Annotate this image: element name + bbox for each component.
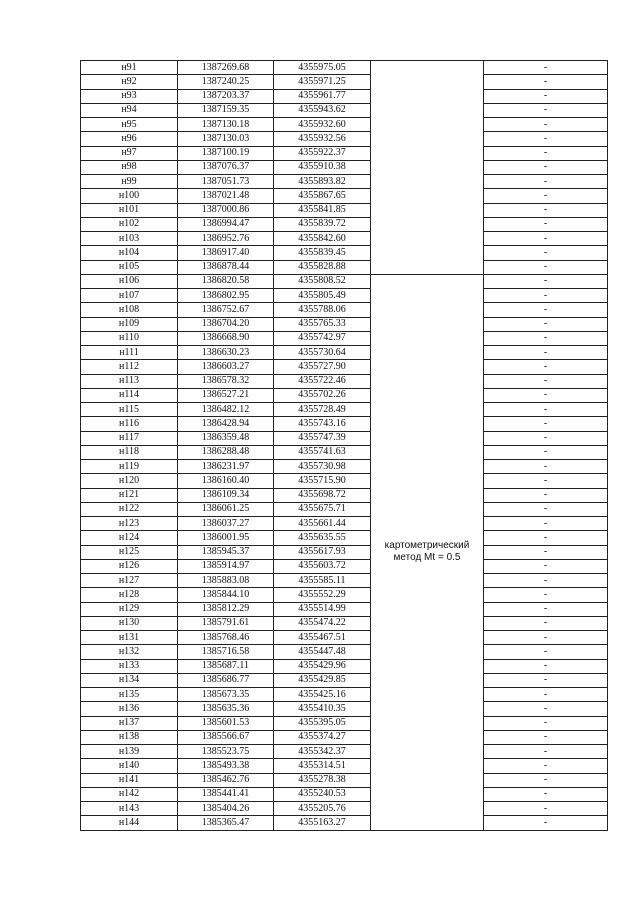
- table-row: [81, 417, 608, 431]
- y-coordinate-cell: 4355429.96: [274, 659, 371, 673]
- table-row: [81, 303, 608, 317]
- note-cell: -: [484, 260, 608, 274]
- point-name-cell: н110: [81, 331, 178, 345]
- y-coordinate-cell: 4355975.05: [274, 61, 371, 75]
- x-coordinate-cell: 1386752.67: [178, 303, 274, 317]
- x-coordinate-cell: 1387000.86: [178, 203, 274, 217]
- coordinates-table-body: [81, 61, 608, 831]
- note-cell: -: [484, 816, 608, 830]
- method-blank-cell: [371, 61, 484, 275]
- table-row: [81, 189, 608, 203]
- point-name-cell: н107: [81, 289, 178, 303]
- x-coordinate-cell: 1386704.20: [178, 317, 274, 331]
- point-name-cell: н128: [81, 588, 178, 602]
- point-name-cell: н123: [81, 517, 178, 531]
- point-name-cell: н124: [81, 531, 178, 545]
- y-coordinate-cell: 4355474.22: [274, 616, 371, 630]
- note-cell: -: [484, 802, 608, 816]
- note-cell: -: [484, 502, 608, 516]
- point-name-cell: н118: [81, 445, 178, 459]
- point-name-cell: н130: [81, 616, 178, 630]
- x-coordinate-cell: 1385768.46: [178, 631, 274, 645]
- table-row: [81, 730, 608, 744]
- table-row: [81, 374, 608, 388]
- y-coordinate-cell: 4355447.48: [274, 645, 371, 659]
- note-cell: -: [484, 89, 608, 103]
- x-coordinate-cell: 1387240.25: [178, 75, 274, 89]
- note-cell: -: [484, 531, 608, 545]
- note-cell: -: [484, 745, 608, 759]
- method-name: картометрический: [384, 540, 470, 552]
- y-coordinate-cell: 4355342.37: [274, 745, 371, 759]
- table-row: [81, 545, 608, 559]
- point-name-cell: н139: [81, 745, 178, 759]
- table-row: [81, 574, 608, 588]
- table-row: [81, 502, 608, 516]
- point-name-cell: н91: [81, 61, 178, 75]
- point-name-cell: н116: [81, 417, 178, 431]
- y-coordinate-cell: 4355722.46: [274, 374, 371, 388]
- y-coordinate-cell: 4355842.60: [274, 232, 371, 246]
- point-name-cell: н142: [81, 787, 178, 801]
- y-coordinate-cell: 4355730.98: [274, 460, 371, 474]
- point-name-cell: н109: [81, 317, 178, 331]
- y-coordinate-cell: 4355429.85: [274, 673, 371, 687]
- point-name-cell: н115: [81, 403, 178, 417]
- table-row: [81, 346, 608, 360]
- note-cell: -: [484, 730, 608, 744]
- x-coordinate-cell: 1386878.44: [178, 260, 274, 274]
- table-row: [81, 246, 608, 260]
- note-cell: -: [484, 317, 608, 331]
- point-name-cell: н104: [81, 246, 178, 260]
- coordinates-table: [80, 60, 608, 831]
- y-coordinate-cell: 4355742.97: [274, 331, 371, 345]
- y-coordinate-cell: 4355205.76: [274, 802, 371, 816]
- note-cell: -: [484, 602, 608, 616]
- x-coordinate-cell: 1386917.40: [178, 246, 274, 260]
- table-row: [81, 403, 608, 417]
- note-cell: -: [484, 517, 608, 531]
- point-name-cell: н95: [81, 118, 178, 132]
- y-coordinate-cell: 4355839.72: [274, 217, 371, 231]
- point-name-cell: н131: [81, 631, 178, 645]
- table-row: [81, 160, 608, 174]
- x-coordinate-cell: 1386288.48: [178, 445, 274, 459]
- point-name-cell: н92: [81, 75, 178, 89]
- note-cell: -: [484, 103, 608, 117]
- y-coordinate-cell: 4355730.64: [274, 346, 371, 360]
- x-coordinate-cell: 1387076.37: [178, 160, 274, 174]
- y-coordinate-cell: 4355839.45: [274, 246, 371, 260]
- point-name-cell: н114: [81, 388, 178, 402]
- x-coordinate-cell: 1386630.23: [178, 346, 274, 360]
- x-coordinate-cell: 1385404.26: [178, 802, 274, 816]
- table-row: [81, 631, 608, 645]
- note-cell: -: [484, 217, 608, 231]
- y-coordinate-cell: 4355617.93: [274, 545, 371, 559]
- table-row: [81, 531, 608, 545]
- point-name-cell: н96: [81, 132, 178, 146]
- point-name-cell: н126: [81, 559, 178, 573]
- point-name-cell: н108: [81, 303, 178, 317]
- note-cell: -: [484, 388, 608, 402]
- table-row: [81, 61, 608, 75]
- x-coordinate-cell: 1387130.03: [178, 132, 274, 146]
- table-row: [81, 773, 608, 787]
- point-name-cell: н121: [81, 488, 178, 502]
- note-cell: -: [484, 289, 608, 303]
- table-row: [81, 260, 608, 274]
- table-row: [81, 517, 608, 531]
- note-cell: -: [484, 431, 608, 445]
- y-coordinate-cell: 4355410.35: [274, 702, 371, 716]
- y-coordinate-cell: 4355808.52: [274, 274, 371, 288]
- x-coordinate-cell: 1386527.21: [178, 388, 274, 402]
- point-name-cell: н102: [81, 217, 178, 231]
- table-row: [81, 217, 608, 231]
- x-coordinate-cell: 1387051.73: [178, 175, 274, 189]
- y-coordinate-cell: 4355961.77: [274, 89, 371, 103]
- table-row: [81, 802, 608, 816]
- y-coordinate-cell: 4355743.16: [274, 417, 371, 431]
- method-accuracy: метод Mt = 0.5: [393, 552, 461, 564]
- y-coordinate-cell: 4355675.71: [274, 502, 371, 516]
- x-coordinate-cell: 1386482.12: [178, 403, 274, 417]
- point-name-cell: н134: [81, 673, 178, 687]
- y-coordinate-cell: 4355727.90: [274, 360, 371, 374]
- x-coordinate-cell: 1385635.36: [178, 702, 274, 716]
- x-coordinate-cell: 1385566.67: [178, 730, 274, 744]
- note-cell: -: [484, 75, 608, 89]
- table-row: [81, 702, 608, 716]
- point-name-cell: н140: [81, 759, 178, 773]
- y-coordinate-cell: 4355514.99: [274, 602, 371, 616]
- table-row: [81, 118, 608, 132]
- y-coordinate-cell: 4355805.49: [274, 289, 371, 303]
- point-name-cell: н97: [81, 146, 178, 160]
- table-row: [81, 745, 608, 759]
- x-coordinate-cell: 1386037.27: [178, 517, 274, 531]
- y-coordinate-cell: 4355585.11: [274, 574, 371, 588]
- y-coordinate-cell: 4355661.44: [274, 517, 371, 531]
- y-coordinate-cell: 4355747.39: [274, 431, 371, 445]
- table-row: [81, 232, 608, 246]
- point-name-cell: н125: [81, 545, 178, 559]
- point-name-cell: н105: [81, 260, 178, 274]
- table-row: [81, 602, 608, 616]
- table-row: [81, 445, 608, 459]
- note-cell: -: [484, 346, 608, 360]
- note-cell: -: [484, 175, 608, 189]
- table-row: [81, 559, 608, 573]
- x-coordinate-cell: 1387159.35: [178, 103, 274, 117]
- x-coordinate-cell: 1386231.97: [178, 460, 274, 474]
- x-coordinate-cell: 1386001.95: [178, 531, 274, 545]
- y-coordinate-cell: 4355788.06: [274, 303, 371, 317]
- y-coordinate-cell: 4355765.33: [274, 317, 371, 331]
- x-coordinate-cell: 1386994.47: [178, 217, 274, 231]
- note-cell: -: [484, 787, 608, 801]
- note-cell: -: [484, 673, 608, 687]
- y-coordinate-cell: 4355910.38: [274, 160, 371, 174]
- y-coordinate-cell: 4355932.56: [274, 132, 371, 146]
- point-name-cell: н143: [81, 802, 178, 816]
- point-name-cell: н103: [81, 232, 178, 246]
- point-name-cell: н133: [81, 659, 178, 673]
- table-row: [81, 431, 608, 445]
- note-cell: -: [484, 417, 608, 431]
- x-coordinate-cell: 1385462.76: [178, 773, 274, 787]
- point-name-cell: н119: [81, 460, 178, 474]
- point-name-cell: н132: [81, 645, 178, 659]
- x-coordinate-cell: 1386359.48: [178, 431, 274, 445]
- y-coordinate-cell: 4355240.53: [274, 787, 371, 801]
- y-coordinate-cell: 4355715.90: [274, 474, 371, 488]
- table-row: [81, 688, 608, 702]
- table-row: [81, 175, 608, 189]
- note-cell: -: [484, 616, 608, 630]
- table-row: [81, 588, 608, 602]
- point-name-cell: н135: [81, 688, 178, 702]
- point-name-cell: н129: [81, 602, 178, 616]
- table-row: [81, 488, 608, 502]
- table-row: [81, 75, 608, 89]
- x-coordinate-cell: 1386668.90: [178, 331, 274, 345]
- note-cell: -: [484, 659, 608, 673]
- x-coordinate-cell: 1385716.58: [178, 645, 274, 659]
- note-cell: -: [484, 545, 608, 559]
- point-name-cell: н101: [81, 203, 178, 217]
- note-cell: -: [484, 460, 608, 474]
- note-cell: -: [484, 588, 608, 602]
- table-row: [81, 388, 608, 402]
- note-cell: -: [484, 246, 608, 260]
- point-name-cell: н137: [81, 716, 178, 730]
- x-coordinate-cell: 1385523.75: [178, 745, 274, 759]
- y-coordinate-cell: 4355867.65: [274, 189, 371, 203]
- point-name-cell: н106: [81, 274, 178, 288]
- note-cell: -: [484, 631, 608, 645]
- x-coordinate-cell: 1386109.34: [178, 488, 274, 502]
- y-coordinate-cell: 4355374.27: [274, 730, 371, 744]
- y-coordinate-cell: 4355828.88: [274, 260, 371, 274]
- x-coordinate-cell: 1385601.53: [178, 716, 274, 730]
- x-coordinate-cell: 1385812.29: [178, 602, 274, 616]
- table-row: [81, 787, 608, 801]
- y-coordinate-cell: 4355278.38: [274, 773, 371, 787]
- y-coordinate-cell: 4355702.26: [274, 388, 371, 402]
- point-name-cell: н98: [81, 160, 178, 174]
- table-row: [81, 89, 608, 103]
- y-coordinate-cell: 4355603.72: [274, 559, 371, 573]
- y-coordinate-cell: 4355635.55: [274, 531, 371, 545]
- point-name-cell: н136: [81, 702, 178, 716]
- note-cell: -: [484, 488, 608, 502]
- note-cell: -: [484, 203, 608, 217]
- table-row: [81, 474, 608, 488]
- x-coordinate-cell: 1386952.76: [178, 232, 274, 246]
- note-cell: -: [484, 61, 608, 75]
- table-row: [81, 616, 608, 630]
- table-row: [81, 645, 608, 659]
- point-name-cell: н138: [81, 730, 178, 744]
- point-name-cell: н144: [81, 816, 178, 830]
- table-row: [81, 331, 608, 345]
- point-name-cell: н111: [81, 346, 178, 360]
- note-cell: -: [484, 160, 608, 174]
- note-cell: -: [484, 702, 608, 716]
- point-name-cell: н112: [81, 360, 178, 374]
- x-coordinate-cell: 1386061.25: [178, 502, 274, 516]
- x-coordinate-cell: 1385673.35: [178, 688, 274, 702]
- y-coordinate-cell: 4355728.49: [274, 403, 371, 417]
- point-name-cell: н127: [81, 574, 178, 588]
- y-coordinate-cell: 4355467.51: [274, 631, 371, 645]
- x-coordinate-cell: 1385883.08: [178, 574, 274, 588]
- x-coordinate-cell: 1385687.11: [178, 659, 274, 673]
- note-cell: -: [484, 559, 608, 573]
- table-row: [81, 317, 608, 331]
- x-coordinate-cell: 1385686.77: [178, 673, 274, 687]
- note-cell: -: [484, 360, 608, 374]
- note-cell: -: [484, 574, 608, 588]
- y-coordinate-cell: 4355893.82: [274, 175, 371, 189]
- y-coordinate-cell: 4355741.63: [274, 445, 371, 459]
- note-cell: -: [484, 132, 608, 146]
- y-coordinate-cell: 4355552.29: [274, 588, 371, 602]
- y-coordinate-cell: 4355932.60: [274, 118, 371, 132]
- table-row: [81, 289, 608, 303]
- y-coordinate-cell: 4355971.25: [274, 75, 371, 89]
- note-cell: -: [484, 474, 608, 488]
- x-coordinate-cell: 1385914.97: [178, 559, 274, 573]
- note-cell: -: [484, 645, 608, 659]
- note-cell: -: [484, 403, 608, 417]
- x-coordinate-cell: 1387021.48: [178, 189, 274, 203]
- table-row: [81, 274, 608, 288]
- x-coordinate-cell: 1385945.37: [178, 545, 274, 559]
- note-cell: -: [484, 759, 608, 773]
- y-coordinate-cell: 4355395.05: [274, 716, 371, 730]
- y-coordinate-cell: 4355314.51: [274, 759, 371, 773]
- table-row: [81, 460, 608, 474]
- y-coordinate-cell: 4355425.16: [274, 688, 371, 702]
- y-coordinate-cell: 4355841.85: [274, 203, 371, 217]
- x-coordinate-cell: 1385493.38: [178, 759, 274, 773]
- point-name-cell: н117: [81, 431, 178, 445]
- point-name-cell: н120: [81, 474, 178, 488]
- x-coordinate-cell: 1385441.41: [178, 787, 274, 801]
- note-cell: -: [484, 374, 608, 388]
- point-name-cell: н94: [81, 103, 178, 117]
- note-cell: -: [484, 274, 608, 288]
- point-name-cell: н141: [81, 773, 178, 787]
- note-cell: -: [484, 232, 608, 246]
- x-coordinate-cell: 1387269.68: [178, 61, 274, 75]
- x-coordinate-cell: 1385791.61: [178, 616, 274, 630]
- x-coordinate-cell: 1387100.19: [178, 146, 274, 160]
- note-cell: -: [484, 773, 608, 787]
- note-cell: -: [484, 331, 608, 345]
- table-row: [81, 146, 608, 160]
- x-coordinate-cell: 1387130.18: [178, 118, 274, 132]
- x-coordinate-cell: 1386802.95: [178, 289, 274, 303]
- method-cell: [371, 274, 484, 830]
- table-row: [81, 816, 608, 830]
- table-row: [81, 673, 608, 687]
- note-cell: -: [484, 445, 608, 459]
- point-name-cell: н113: [81, 374, 178, 388]
- table-row: [81, 103, 608, 117]
- table-row: [81, 360, 608, 374]
- note-cell: -: [484, 118, 608, 132]
- x-coordinate-cell: 1385365.47: [178, 816, 274, 830]
- table-row: [81, 659, 608, 673]
- y-coordinate-cell: 4355698.72: [274, 488, 371, 502]
- note-cell: -: [484, 688, 608, 702]
- table-row: [81, 132, 608, 146]
- note-cell: -: [484, 146, 608, 160]
- note-cell: -: [484, 716, 608, 730]
- x-coordinate-cell: 1386428.94: [178, 417, 274, 431]
- point-name-cell: н100: [81, 189, 178, 203]
- y-coordinate-cell: 4355943.62: [274, 103, 371, 117]
- x-coordinate-cell: 1386603.27: [178, 360, 274, 374]
- x-coordinate-cell: 1386160.40: [178, 474, 274, 488]
- table-row: [81, 716, 608, 730]
- table-row: [81, 759, 608, 773]
- note-cell: -: [484, 189, 608, 203]
- y-coordinate-cell: 4355922.37: [274, 146, 371, 160]
- point-name-cell: н93: [81, 89, 178, 103]
- point-name-cell: н99: [81, 175, 178, 189]
- x-coordinate-cell: 1385844.10: [178, 588, 274, 602]
- x-coordinate-cell: 1386578.32: [178, 374, 274, 388]
- point-name-cell: н122: [81, 502, 178, 516]
- x-coordinate-cell: 1387203.37: [178, 89, 274, 103]
- note-cell: -: [484, 303, 608, 317]
- x-coordinate-cell: 1386820.58: [178, 274, 274, 288]
- y-coordinate-cell: 4355163.27: [274, 816, 371, 830]
- table-row: [81, 203, 608, 217]
